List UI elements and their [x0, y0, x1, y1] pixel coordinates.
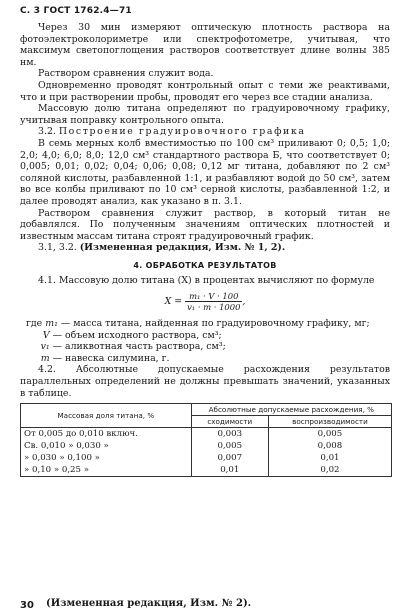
table-row [21, 452, 392, 464]
table-cell-reproducibility: 0,008 [268, 440, 391, 452]
page-number: 30 [20, 600, 34, 611]
table-cell-repeatability: 0,005 [191, 440, 268, 452]
table-cell-repeatability: 0,01 [191, 464, 268, 477]
subsection-heading [20, 126, 390, 138]
where-line [26, 341, 390, 353]
edit-note-footer: (Измененная редакция, Изм. № 2). [46, 598, 252, 609]
table-cell-repeatability: 0,003 [191, 428, 268, 441]
edit-note [20, 242, 390, 254]
table-cell-repeatability: 0,007 [191, 452, 268, 464]
paragraph: Одновременно проводят контрольный опыт с теми же реактивами, что и при растворении пробы, проводят его через все стадии анализа. [20, 79, 390, 103]
where-definition: объем исходного раствора, см³; [64, 329, 222, 341]
where-symbol: m₁ — [45, 318, 71, 330]
where-symbol: v₁ — [40, 341, 62, 353]
paragraph: Раствором сравнения служит вода. [38, 68, 214, 80]
paragraph: 4.1. Массовую долю титана (X) в процентах вычисляют по формуле [38, 275, 375, 287]
edit-note-ref: 3.1, 3.2. [38, 242, 77, 254]
tolerance-table [20, 403, 392, 477]
table-header-reproducibility: воспроизводимости [268, 416, 391, 428]
formula-fraction [185, 291, 242, 312]
formula [20, 291, 390, 312]
formula-comma: , [242, 296, 246, 308]
table-row [21, 464, 392, 477]
paragraph: 4.2. Абсолютные допускаемые расхождения результатов параллельных определений не должны превышать значений, указанных в таблице. [20, 364, 390, 399]
where-definition: аликвотная часть раствора, см³; [64, 341, 226, 353]
subsection-number: 3.2. [38, 126, 56, 138]
where-definition: масса титана, найденная по градуировочному графику, мг; [73, 318, 370, 330]
table-header-group: Абсолютные допускаемые расхождения, % [191, 404, 391, 416]
formula-numerator: m₁ · V · 100 [185, 291, 242, 302]
where-symbol: m — [40, 352, 62, 364]
section-heading: 4. ОБРАБОТКА РЕЗУЛЬТАТОВ [133, 260, 277, 270]
where-line [26, 318, 390, 330]
paragraph: В семь мерных колб вместимостью по 100 см³ приливают 0; 0,5; 1,0; 2,0; 4,0; 6,0; 8,0; 12,0 см³ стандартного раствора Б, что соответствует 0; 0,005; 0,01; 0,02; 0,04; 0,06; 0,08; 0,12 мг титана, добавляют по 2 см³ соляной кислоты, разбавленной 1:1, и разбавляют водой до 50 см³, затем во все колбы приливают по 10 см³ серной кислоты, разбавленной 1:2, и далее проводят анализ, как указано в п. 3.1. [20, 137, 390, 207]
subsection-title: Построение градуировочного графика [58, 126, 306, 138]
table-header-mass-fraction: Массовая доля титана, % [21, 404, 192, 428]
where-intro: где [26, 318, 43, 330]
edit-note-text: (Измененная редакция, Изм. № 1, 2). [79, 242, 286, 254]
table-row [21, 428, 392, 441]
formula-lhs: X = [164, 296, 183, 308]
table-cell-range: » 0,030 » 0,100 » [21, 452, 192, 464]
where-line [26, 353, 390, 365]
formula-denominator: v₁ · m · 1000 [187, 302, 241, 313]
paragraph: Через 30 мин измеряют оптическую плотность раствора на фотоэлектроколориметре или спектрофотометре, учитывая, что максимум светопоглощения растворов соответствует длине волны 385 нм. [20, 22, 390, 68]
where-symbol: V — [42, 329, 62, 341]
table-cell-range: Св. 0,010 » 0,030 » [21, 440, 192, 452]
where-line [26, 330, 390, 342]
paragraph: Раствором сравнения служит раствор, в который титан не добавлялся. По полученным значениям оптических плотностей и известным массам титана строят градуировочный график. [20, 207, 390, 242]
running-header: С. 3 ГОСТ 1762.4—71 [20, 6, 132, 16]
where-definition: навеска силумина, г. [64, 352, 170, 364]
table-cell-reproducibility: 0,01 [268, 452, 391, 464]
table-cell-range: » 0,10 » 0,25 » [21, 464, 192, 477]
table-cell-reproducibility: 0,02 [268, 464, 391, 477]
table-cell-range: От 0,005 до 0,010 включ. [21, 428, 192, 441]
table-row [21, 440, 392, 452]
table-cell-reproducibility: 0,005 [268, 428, 391, 441]
table-header-repeatability: сходимости [191, 416, 268, 428]
document-body [20, 22, 390, 477]
paragraph: Массовую долю титана определяют по градуировочному графику, учитывая поправку контрольного опыта. [20, 103, 390, 126]
